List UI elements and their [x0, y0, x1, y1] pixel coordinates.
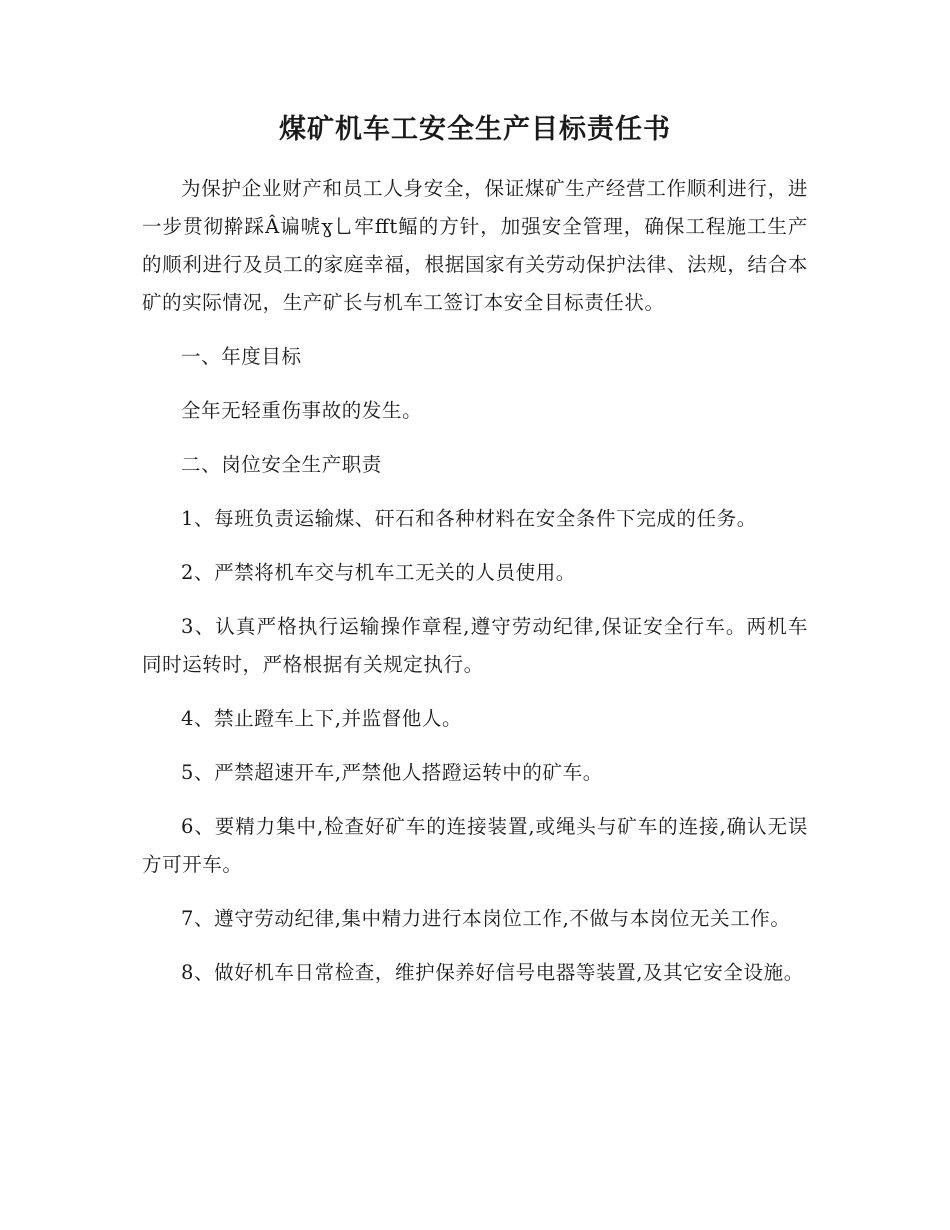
duty-item-7: 7、遵守劳动纪律,集中精力进行本岗位工作,不做与本岗位无关工作。	[181, 907, 791, 930]
duty-item-1: 1、每班负责运输煤、矸石和各种材料在安全条件下完成的任务。	[181, 507, 757, 530]
duty-item-5: 5、严禁超速开车,严禁他人搭蹬运转中的矿车。	[181, 761, 603, 784]
duty-item-4: 4、禁止蹬车上下,并监督他人。	[181, 707, 463, 730]
document-page	[142, 110, 808, 1008]
duty-item-2: 2、严禁将机车交与机车工无关的人员使用。	[181, 561, 576, 584]
duty-item-6: 6、要精力集中,检查好矿车的连接装置,或绳头与矿车的连接,确认无误方可开车。	[142, 815, 808, 876]
intro-paragraph: 为保护企业财产和员工人身安全，保证煤矿生产经营工作顺利进行，进一步贯彻擀踩Â谝唬ɣ乚牢ﬀt鲾的方针，加强安全管理，确保工程施工生产的顺利进行及员工的家庭幸福，根据国家有关劳动保护法律、法规，结合本矿的实际情况，生产矿长与机车工签订本安全目标责任状。	[142, 177, 808, 314]
section-heading-duties: 二、岗位安全生产职责	[181, 453, 383, 476]
section-heading-annual-goal: 一、年度目标	[181, 345, 302, 368]
document-title: 煤矿机车工安全生产目标责任书	[279, 114, 671, 145]
duty-item-3: 3、认真严格执行运输操作章程,遵守劳动纪律,保证安全行车。两机车同时运转时，严格根据有关规定执行。	[142, 615, 808, 676]
annual-goal-text: 全年无轻重伤事故的发生。	[181, 399, 423, 422]
duty-item-8: 8、做好机车日常检查，维护保养好信号电器等装置,及其它安全设施。	[181, 961, 804, 984]
